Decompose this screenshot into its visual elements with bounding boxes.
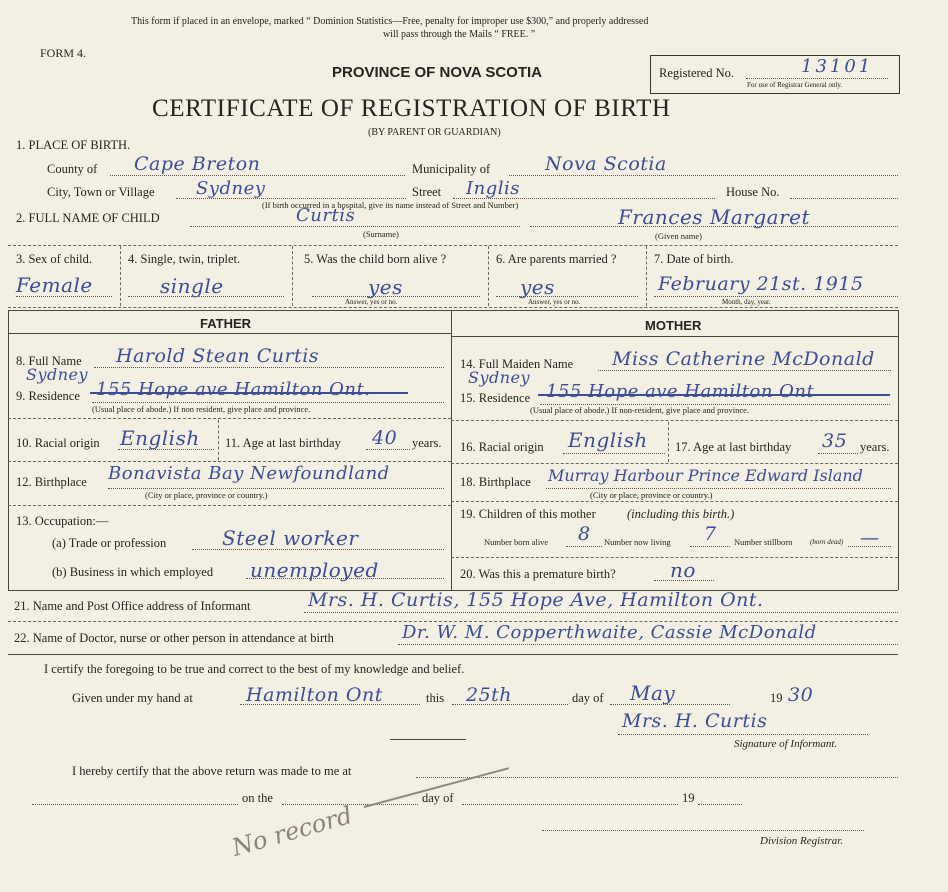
- registered-number-value: 13101: [801, 56, 874, 77]
- date-of-birth-line: [654, 296, 898, 297]
- this-label: this: [426, 691, 445, 705]
- born-alive-value: 8: [578, 523, 591, 545]
- place-of-birth-heading: 1. PLACE OF BIRTH.: [16, 138, 131, 152]
- details-bottom-border: [8, 307, 898, 308]
- child-surname-value: Curtis: [296, 205, 356, 226]
- informant-line: [304, 612, 898, 613]
- business-value: unemployed: [250, 558, 379, 582]
- father-name-value: Harold Stean Curtis: [116, 345, 320, 367]
- registrar-place-line: [416, 777, 898, 778]
- father-residence-note: (Usual place of abode.) If non resident, give place and province.: [92, 404, 311, 414]
- registrar-role-label: Division Registrar.: [760, 835, 844, 847]
- no-record-pencil-mark: No record: [228, 800, 356, 862]
- mother-heading: MOTHER: [645, 318, 702, 333]
- date-of-birth-value: February 21st. 1915: [658, 273, 864, 295]
- mother-racial-line: [563, 453, 665, 454]
- children-label: 19. Children of this mother: [460, 507, 596, 521]
- father-sep-2: [8, 461, 451, 462]
- city-label: City, Town or Village: [47, 185, 155, 199]
- stillborn-note: (born dead): [810, 538, 844, 546]
- mother-sep-1: [451, 420, 898, 421]
- mother-sep-2: [451, 463, 898, 464]
- mother-age-value: 35: [822, 430, 848, 452]
- registered-number-box: [650, 55, 900, 94]
- year-value: 30: [788, 684, 814, 706]
- signature-label: Signature of Informant.: [734, 738, 838, 750]
- parents-right-border: [898, 310, 899, 590]
- registrar-use-note: For use of Registrar General only.: [747, 81, 843, 89]
- registered-number-line: [746, 78, 888, 79]
- registrar-statement: I hereby certify that the above return was made to me at: [72, 764, 352, 778]
- now-living-value: 7: [704, 523, 717, 545]
- details-top-border: [8, 245, 898, 246]
- mother-residence-strike: [538, 394, 890, 396]
- born-alive-line: [566, 546, 602, 547]
- sex-value: Female: [16, 273, 93, 297]
- father-racial-label: 10. Racial origin: [16, 436, 100, 450]
- now-living-label: Number now living: [604, 537, 671, 547]
- certificate-subtitle: (BY PARENT OR GUARDIAN): [368, 127, 501, 138]
- details-divider-1: [120, 246, 121, 306]
- informant-value: Mrs. H. Curtis, 155 Hope Ave, Hamilton Ont.: [308, 589, 764, 611]
- mother-name-line: [598, 370, 891, 371]
- mother-age-label: 17. Age at last birthday: [675, 440, 792, 454]
- doctor-value: Dr. W. M. Copperthwaite, Cassie McDonald: [402, 622, 817, 643]
- surname-note: (Surname): [363, 229, 399, 239]
- trade-value: Steel worker: [222, 526, 359, 550]
- registered-number-label: Registered No.: [659, 66, 734, 80]
- registrar-month-line: [462, 804, 678, 805]
- mother-age-unit: years.: [860, 440, 890, 454]
- married-value: yes: [520, 275, 555, 299]
- father-age-unit: years.: [412, 436, 442, 450]
- plurality-label: 4. Single, twin, triplet.: [128, 252, 241, 266]
- premature-value: no: [670, 558, 696, 582]
- city-value: Sydney: [196, 178, 266, 199]
- doctor-bottom-border: [8, 654, 898, 655]
- mother-racial-value: English: [568, 428, 648, 452]
- stillborn-label: Number stillborn: [734, 537, 793, 547]
- father-birthplace-label: 12. Birthplace: [16, 475, 87, 489]
- father-sep-1: [8, 418, 451, 419]
- alive-value: yes: [368, 275, 403, 299]
- children-note: (including this birth.): [627, 507, 735, 521]
- mother-residence-label: 15. Residence: [460, 391, 531, 405]
- registrar-signature-line: [542, 830, 864, 831]
- county-label: County of: [47, 162, 98, 176]
- province-title: PROVINCE OF NOVA SCOTIA: [332, 64, 543, 81]
- details-divider-4: [646, 246, 647, 306]
- father-heading: FATHER: [200, 316, 252, 331]
- informant-signature: Mrs. H. Curtis: [622, 710, 768, 732]
- married-line: [496, 296, 638, 297]
- street-value: Inglis: [466, 178, 520, 199]
- street-label: Street: [412, 185, 442, 199]
- plurality-value: single: [160, 274, 224, 298]
- month-value: May: [630, 681, 676, 705]
- father-residence-strike: [90, 392, 408, 394]
- county-value: Cape Breton: [134, 153, 261, 175]
- doctor-label: 22. Name of Doctor, nurse or other person in attendance at birth: [14, 631, 334, 645]
- day-of-label: day of: [572, 691, 604, 705]
- date-of-birth-label: 7. Date of birth.: [654, 252, 734, 266]
- mother-age-line: [818, 453, 858, 454]
- mother-heading-rule: [451, 336, 898, 337]
- alive-note: Answer, yes or no.: [345, 298, 398, 306]
- municipality-value: Nova Scotia: [545, 153, 667, 175]
- mother-birthplace-line: [546, 488, 891, 489]
- form-number: FORM 4.: [40, 46, 87, 60]
- father-racial-value: English: [120, 426, 200, 450]
- mother-residence-note: (Usual place of abode.) If non-resident, give place and province.: [530, 405, 750, 415]
- hospital-note: (If birth occurred in a hospital, give its name instead of Street and Number): [262, 200, 519, 210]
- alive-label: 5. Was the child born alive ?: [304, 252, 447, 266]
- registrar-day-of-label: day of: [422, 791, 454, 805]
- father-residence-label: 9. Residence: [16, 389, 80, 403]
- father-age-label: 11. Age at last birthday: [225, 436, 341, 450]
- details-divider-2: [292, 246, 293, 306]
- municipality-line: [509, 175, 898, 176]
- child-given-value: Frances Margaret: [618, 205, 811, 229]
- given-under-label: Given under my hand at: [72, 691, 193, 705]
- mother-name-value: Miss Catherine McDonald: [612, 348, 875, 370]
- sex-label: 3. Sex of child.: [16, 252, 93, 266]
- house-number-line: [790, 198, 898, 199]
- premature-label: 20. Was this a premature birth?: [460, 567, 616, 581]
- registrar-year-line: [698, 804, 742, 805]
- registrar-day-line: [282, 804, 418, 805]
- registrar-leading-line: [32, 804, 238, 805]
- registrar-on-the-label: on the: [242, 791, 273, 805]
- father-name-line: [94, 367, 444, 368]
- county-line: [110, 175, 405, 176]
- father-name-label: 8. Full Name: [16, 354, 82, 368]
- now-living-line: [690, 546, 730, 547]
- parents-left-border: [8, 310, 9, 590]
- parents-divider: [451, 310, 452, 590]
- given-name-note: (Given name): [655, 231, 702, 241]
- mother-residence-value: 155 Hope ave Hamilton Ont: [546, 381, 815, 402]
- father-birthplace-line: [108, 488, 444, 489]
- day-value: 25th: [466, 684, 513, 706]
- parents-top-border: [8, 310, 898, 311]
- married-label: 6. Are parents married ?: [496, 252, 617, 266]
- mother-birthplace-value: Murray Harbour Prince Edward Island: [548, 466, 863, 485]
- occupation-label: 13. Occupation:—: [16, 514, 109, 528]
- doctor-line: [398, 644, 898, 645]
- mother-racial-divider: [668, 422, 669, 462]
- informant-label: 21. Name and Post Office address of Informant: [14, 599, 251, 613]
- mother-racial-label: 16. Racial origin: [460, 440, 544, 454]
- stillborn-value: —: [860, 527, 880, 549]
- father-residence-value: 155 Hope ave Hamilton Ont.: [96, 379, 371, 400]
- postal-notice-line-2: will pass through the Mails “ FREE. ”: [383, 29, 536, 40]
- born-alive-label: Number born alive: [484, 537, 549, 547]
- father-heading-rule: [8, 333, 451, 334]
- child-name-label: 2. FULL NAME OF CHILD: [16, 211, 160, 225]
- mother-sep-3: [451, 501, 898, 502]
- house-number-label: House No.: [726, 185, 780, 199]
- business-label: (b) Business in which employed: [52, 565, 214, 579]
- father-birthplace-value: Bonavista Bay Newfoundland: [108, 463, 390, 484]
- trade-label: (a) Trade or profession: [52, 536, 167, 550]
- father-residence-line: [92, 402, 444, 403]
- father-birthplace-note: (City or place, province or country.): [145, 490, 268, 500]
- date-of-birth-note: Month, day, year.: [722, 298, 771, 306]
- municipality-label: Municipality of: [412, 162, 491, 176]
- father-sep-3: [8, 505, 451, 506]
- given-place-value: Hamilton Ont: [246, 684, 383, 706]
- father-age-line: [366, 449, 410, 450]
- married-note: Answer, yes or no.: [528, 298, 581, 306]
- postal-notice-line-1: This form if placed in an envelope, marked “ Dominion Statistics—Free, penalty for improper use $300,” and properly addressed: [131, 16, 649, 27]
- mother-residence-correction: Sydney: [468, 368, 531, 387]
- father-racial-divider: [218, 420, 219, 460]
- mother-birthplace-note: (City or place, province or country.): [590, 490, 713, 500]
- seal-rule: [390, 739, 466, 740]
- year-prefix: 19: [770, 691, 783, 705]
- registrar-year-prefix: 19: [682, 791, 695, 805]
- details-divider-3: [488, 246, 489, 306]
- father-residence-correction: Sydney: [26, 365, 89, 384]
- mother-name-label: 14. Full Maiden Name: [460, 357, 574, 371]
- signature-line: [618, 734, 868, 735]
- certificate-title: CERTIFICATE OF REGISTRATION OF BIRTH: [152, 95, 671, 122]
- father-age-value: 40: [372, 427, 398, 449]
- certify-statement: I certify the foregoing to be true and correct to the best of my knowledge and belief.: [44, 662, 465, 676]
- mother-birthplace-label: 18. Birthplace: [460, 475, 531, 489]
- child-surname-line: [190, 226, 520, 227]
